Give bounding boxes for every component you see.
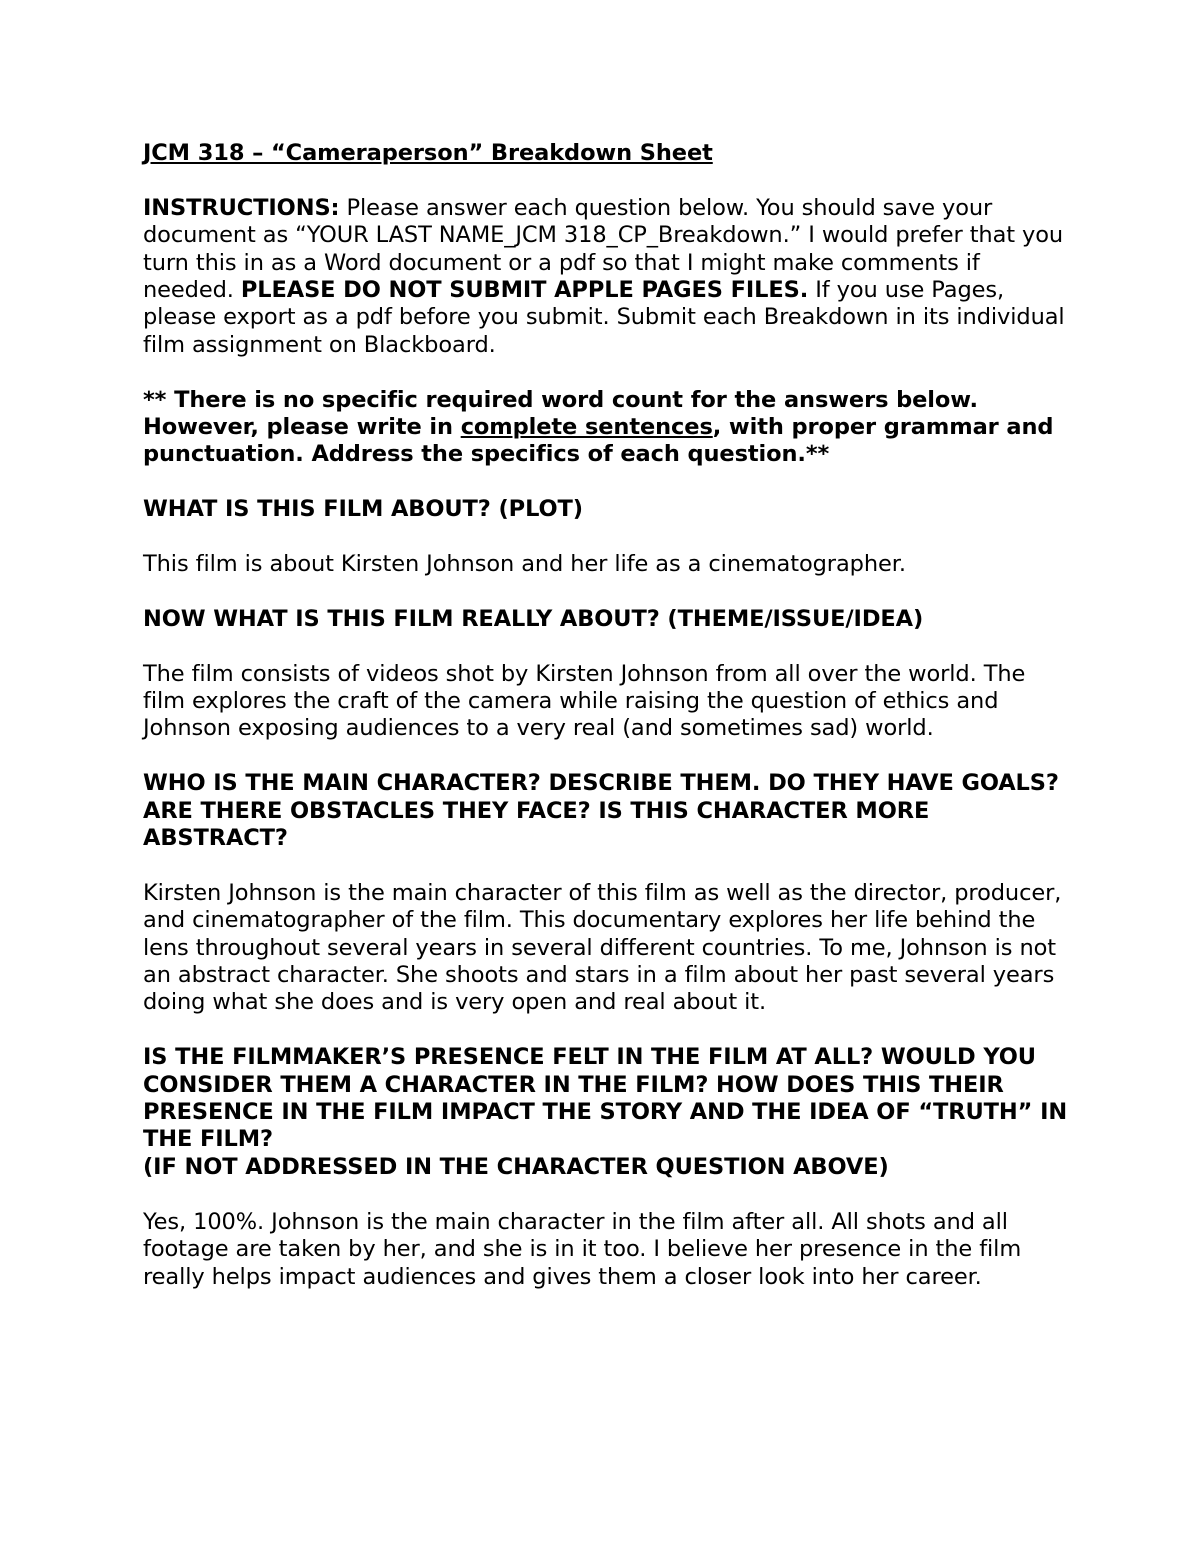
question-filmmaker-presence-text: IS THE FILMMAKER’S PRESENCE FELT IN THE FILM AT ALL? WOULD YOU CONSIDER THEM A CHARACTER IN THE FILM? HOW DOES THIS THEIR PRESENCE IN THE FILM IMPACT THE STORY AND THE IDEA OF “TRUTH” IN THE FILM? <box>143 1044 1068 1153</box>
document-page <box>143 140 1073 1318</box>
instructions-text-2: If you use Pages, please export as a pdf before you submit. Submit each Breakdown in its individual film assignment on Blackboard. <box>143 277 1065 358</box>
question-filmmaker-presence <box>143 1044 1073 1181</box>
answer-main-character: Kirsten Johnson is the main character of this film as well as the director, producer, and cinematographer of the film. This documentary explores her life behind the lens throughout several years in several different countries. To me, Johnson is not an abstract character. She shoots and stars in a film about her past several years doing what she does and is very open and real about it. <box>143 879 1062 1016</box>
note-part-2: , with proper grammar and punctuation. Address the specifics of each question.** <box>143 414 1054 468</box>
document-title: JCM 318 – “Cameraperson” Breakdown Sheet <box>143 140 713 166</box>
instructions-text-1: Please answer each question below. You should save your document as “YOUR LAST NAME_JCM 318_CP_Breakdown.” I would prefer that you turn this in as a Word document or a pdf so that I might make comments if needed. <box>143 194 1064 304</box>
instructions-label: INSTRUCTIONS: <box>143 194 340 221</box>
answer-plot: This film is about Kirsten Johnson and her life as a cinematographer. <box>143 551 906 578</box>
answer-filmmaker-presence: Yes, 100%. Johnson is the main character in the film after all. All shots and all footage are taken by her, and she is in it too. I believe her presence in the film really helps impact audiences and gives them a closer look into her career. <box>143 1208 1022 1290</box>
instructions-warning: PLEASE DO NOT SUBMIT APPLE PAGES FILES. <box>240 277 809 304</box>
note-part-1: ** There is no specific required word count for the answers below. However, please write in <box>143 386 978 441</box>
question-main-character: WHO IS THE MAIN CHARACTER? DESCRIBE THEM. DO THEY HAVE GOALS? ARE THERE OBSTACLES THEY FACE? IS THIS CHARACTER MORE ABSTRACT? <box>143 770 1059 852</box>
question-theme: NOW WHAT IS THIS FILM REALLY ABOUT? (THEME/ISSUE/IDEA) <box>143 605 924 632</box>
instructions-paragraph <box>143 195 1073 359</box>
note-underlined: complete sentences <box>460 414 713 441</box>
question-plot: WHAT IS THIS FILM ABOUT? (PLOT) <box>143 496 583 523</box>
answer-theme: The film consists of videos shot by Kirsten Johnson from all over the world. The film explores the craft of the camera while raising the question of ethics and Johnson exposing audiences to a very real (and sometimes sad) world. <box>143 660 1026 742</box>
word-count-note <box>143 387 1073 469</box>
question-filmmaker-presence-note: (IF NOT ADDRESSED IN THE CHARACTER QUESTION ABOVE) <box>143 1153 889 1180</box>
